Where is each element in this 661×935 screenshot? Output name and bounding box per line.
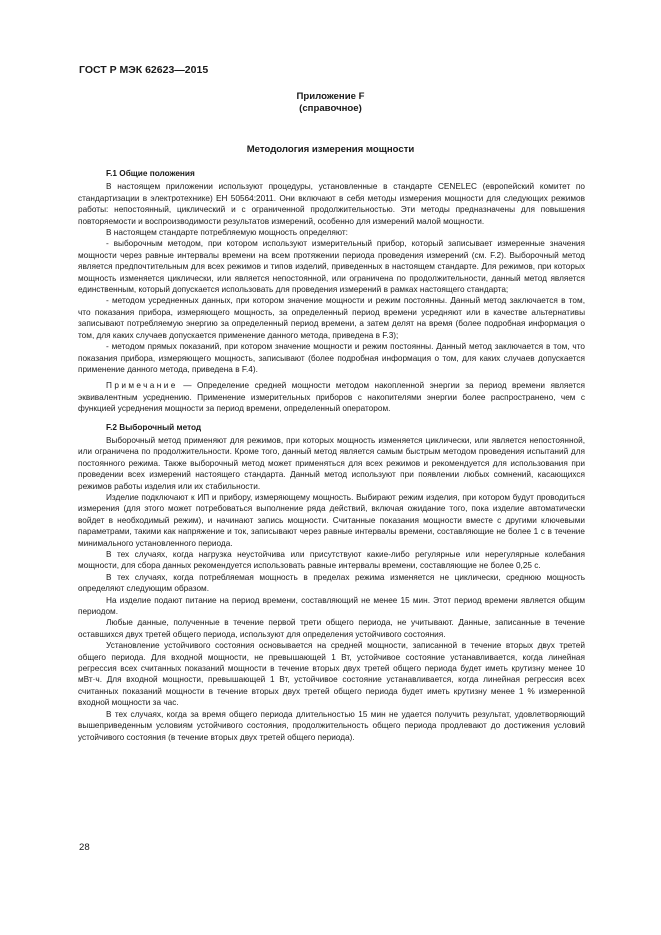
f2-paragraph: В тех случаях, когда потребляемая мощность в пределах режима изменяется не циклически, среднюю мощность определяют следующим образом. (78, 572, 585, 594)
f2-paragraph: Любые данные, полученные в течение первой трети общего периода, не учитывают. Данные, записанные в течение оставшихся двух третей общего периода, используют для определения устойчивого состояния. (78, 618, 585, 639)
note-label: Примечание (106, 381, 178, 391)
note-text: — Определение средней мощности методом накопленной энергии за период времени является эквивалентным усреднению. Применение измерительных приборов с накопителями энергии более распространено, чем с функцией усреднения мощности за период времени, определенный оператором. (78, 381, 585, 414)
f2-paragraph: Выборочный метод применяют для режимов, при которых мощность изменяется циклически, или является непостоянной, или ограничена по продолжительности. Кроме того, данный метод является самым быстрым методом проведения испытаний для постоянного режима. Также выборочный метод может применяться для всех режимов и рекомендуется для использования при проведении всех измерений настоящего стандарта. Данный метод используют при появлении любых сомнений, касающихся режимов работы изделия или их стабильности. (78, 435, 585, 491)
f2-heading: F.2 Выборочный метод (106, 422, 202, 432)
f1-bullet: - методом прямых показаний, при котором значение мощности и режим постоянны. Данный метод заключается в том, что показания прибора, измеряющего мощность, записывают (более подробная информация о том, для каких случаев допускается применение данного метода, приведена в F.4). (78, 342, 585, 374)
annex-type: (справочное) (299, 102, 362, 114)
f1-heading: F.1 Общие положения (106, 169, 195, 178)
document-body (78, 168, 585, 743)
f1-paragraph: В настоящем приложении используют процедуры, установленные в стандарте CENELEC (европейский комитет по стандартизации в электротехнике) ЕН 50564:2011. Они включают в себя методы измерения мощности для следующих режимов работы: непостоянный, циклический и с ограниченной продолжительностью. Эти методы предназначены для повышения повторяемости и воспроизводимости результатов измерений, особенно для измерений малой мощности. (78, 182, 585, 226)
f1-paragraph: В настоящем стандарте потребляемую мощность определяют: (106, 228, 348, 238)
f2-paragraph: На изделие подают питание на период времени, составляющий не менее 15 мин. Этот период времени является общим периодом. (78, 595, 585, 617)
f1-bullet: - выборочным методом, при котором используют измерительный прибор, который записывает измеренные значения мощности через равные интервалы времени на всем протяжении периода проведения измерений (см. F.2). Выборочный метод является предпочтительным для всех режимов и типов изделий, приведенных в настоящем стандарте. Для режимов, при которых мощность изменяется циклически, или является непостоянной, или ограничена по продолжительности, данный метод является единственным, который допускается использовать для проведения измерений в рамках настоящего стандарта; (78, 239, 585, 295)
section-title: Методология измерения мощности (246, 144, 415, 155)
f2-paragraph: Установление устойчивого состояния основывается на средней мощности, записанной в течение вторых двух третей общего периода. Для входной мощности, не превышающей 1 Вт, устойчивое состояние устанавливается, когда линейная регрессия всех считанных показаний мощности в течение вторых двух третей общего периода будет иметь крутизну менее 10 мВт·ч. Для входной мощности, превышающей 1 Вт, устойчивое состояние устанавливается, когда линейная регрессия всех считанных показаний мощности в течение вторых двух третей общего периода будет иметь крутизну менее 1 % измеренной входной мощности за час. (78, 641, 585, 708)
document-header: ГОСТ Р МЭК 62623—2015 (79, 64, 209, 76)
f1-note (78, 380, 585, 414)
f1-bullet: - методом усредненных данных, при котором значение мощности и режим постоянны. Данный метод заключается в том, что показания прибора, измеряющего мощность, за определенный период времени усредняют или в качестве альтернативы записывают потребляемую энергию за определенный период времени, а затем делят на время (более подробная информация о том, для каких случаев допускается применение данного метода, приведена в F.3); (78, 296, 585, 340)
annex-title: Приложение F (296, 91, 365, 102)
f2-paragraph: В тех случаях, когда нагрузка неустойчива или присутствуют какие-либо регулярные или нерегулярные колебания мощности, для сбора данных рекомендуется использовать равные интервалы времени, составляющие не более 0,25 с. (78, 550, 585, 571)
page-number: 28 (79, 842, 90, 853)
annex-heading (0, 91, 661, 114)
f2-paragraph: Изделие подключают к ИП и прибору, измеряющему мощность. Выбирают режим изделия, при котором будут проводиться измерения (для этого может потребоваться выполнение ряда действий, включая ожидание того, пока изделие автоматически войдет в необходимый режим), и начинают запись мощности. Считанные показания мощности вместе с другими ключевыми параметрами, такими как напряжение и ток, записывают через равные интервалы времени, составляющие не более 1 с в течение минимального установленного периода. (78, 492, 585, 548)
f2-paragraph: В тех случаях, когда за время общего периода длительностью 15 мин не удается получить результат, удовлетворяющий вышеприведенным условиям устойчивого состояния, продолжительность общего периода продлевают до достижения условий устойчивого состояния (в течение вторых двух третей общего периода). (78, 709, 585, 742)
